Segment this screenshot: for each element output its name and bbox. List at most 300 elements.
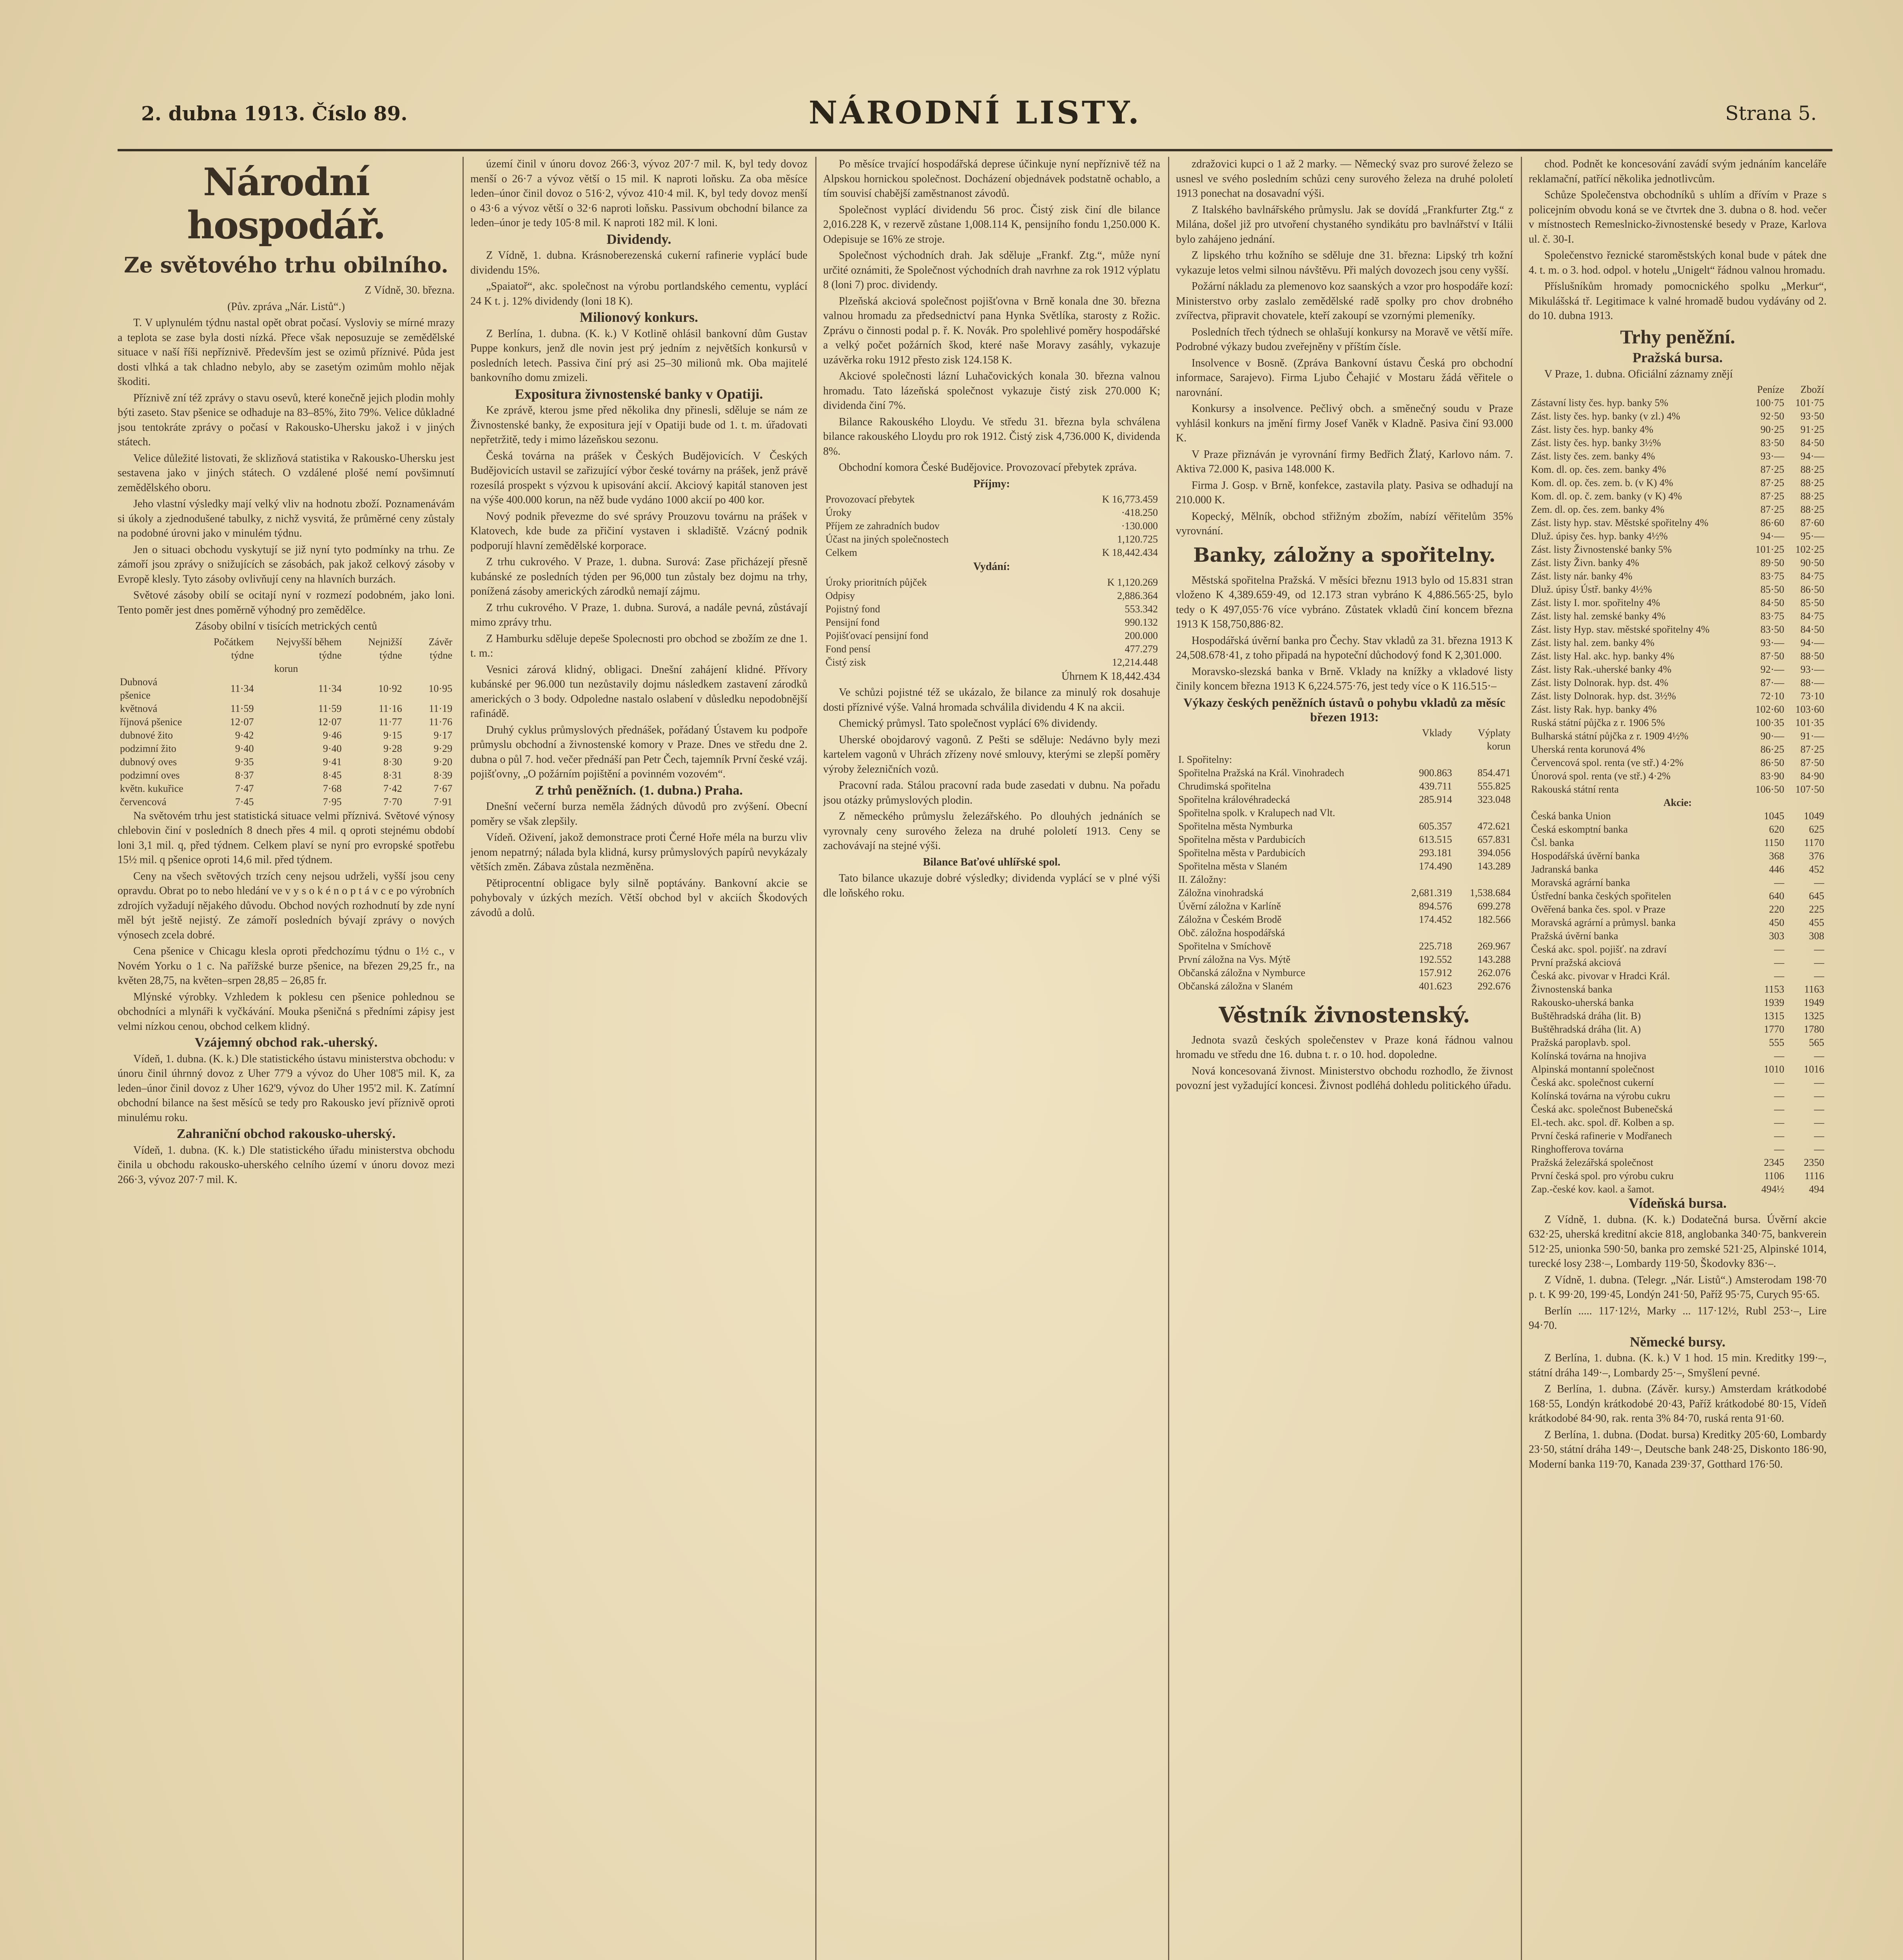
- row-label: První pražská akciová: [1531, 957, 1621, 968]
- paragraph: Z Berlína, 1. dubna. (K. k.) V Kotlině ohlásil bankovní dům Gustav Puppe konkurs, jenž dle novin jest prý jedním z největších konkursů v posledních letech. Passiva činí prý asi 25–30 milionů mk. Oba majitelé bankovního domu zmizeli.: [470, 327, 807, 384]
- table-row: [1529, 463, 1827, 476]
- row-label: Zást. listy Rak. hyp. banky 4%: [1531, 704, 1657, 715]
- table-cell: 85·50: [1800, 597, 1824, 608]
- table-cell: 565: [1809, 1037, 1824, 1048]
- row-label: Ústřední banka českých spořitelen: [1531, 890, 1671, 902]
- table-row: [1529, 623, 1827, 636]
- table-cell: 72·10: [1760, 690, 1785, 702]
- table-cell: 93·50: [1800, 410, 1824, 422]
- table-cell: 101·25: [1755, 544, 1785, 555]
- table-cell: 11·77: [379, 716, 402, 728]
- table-cell: 9·28: [383, 742, 402, 754]
- table-row: [1529, 983, 1827, 996]
- table-row: [1529, 1143, 1827, 1156]
- row-label: květnová: [120, 702, 158, 714]
- row-label: Jadranská banka: [1531, 864, 1598, 875]
- table-cell: 87·50: [1760, 650, 1785, 662]
- table-cell: —: [1814, 1103, 1824, 1115]
- table-cell: 613.515: [1419, 833, 1452, 845]
- table-row: [823, 519, 1160, 533]
- paragraph: „Spaiatoř“, akc. společnost na výrobu portlandského cementu, vyplácí 24 K t. j. 12% dividendy (loni 18 K).: [470, 280, 807, 307]
- table-header-row: [1176, 726, 1513, 740]
- table-cell: 174.452: [1419, 913, 1452, 925]
- table-header-row: [1529, 383, 1827, 396]
- paragraph: Vídeň. Oživení, jakož demonstrace proti Černé Hoře méla na burzu vliv jenom nepatrný; nálada byla klidná, kursy průmyslových papírů nevykázaly větších změn. Zábava zůstala nezměněna.: [470, 831, 807, 873]
- row-label: Bulharská státní půjčka z r. 1909 4½%: [1531, 730, 1689, 742]
- table-row: [1529, 969, 1827, 983]
- table-cell: 7·68: [323, 782, 342, 794]
- paragraph: Ke zprávě, kterou jsme před několika dny přinesli, sděluje se nám ze Živnostenské banky, že expositura její v Opatiji bude od 1. t. m. úřadovati nepřetržitě, tedy i mimo lázeňskou sezonu.: [470, 404, 807, 446]
- row-label: Zást. listy Rak.-uherské banky 4%: [1531, 664, 1672, 675]
- row-label: červencová: [120, 796, 167, 808]
- row-label: Občanská záložna v Nymburce: [1178, 967, 1306, 978]
- row-label: Kom. dl. op. č. zem. banky (v K) 4%: [1531, 490, 1682, 502]
- source-note: (Pův. zpráva „Nár. Listů“.): [227, 300, 345, 313]
- row-label: Česká akc. pivovar v Hradci Král.: [1531, 970, 1670, 982]
- table-cell: —: [1814, 1130, 1824, 1142]
- table-cell: 12,214.448: [1112, 656, 1158, 668]
- table-row: [1529, 556, 1827, 570]
- table-cell: 106·50: [1755, 784, 1785, 795]
- table-row: [1529, 783, 1827, 796]
- subheading: Z trhů peněžních. (1. dubna.) Praha.: [535, 783, 743, 798]
- row-label: Česká akc. společnost Bubenečská: [1531, 1103, 1673, 1115]
- row-label: Záložna vinohradská: [1178, 887, 1264, 898]
- paragraph: Plzeňská akciová společnost pojišťovna v Brně konala dne 30. března valnou hromadu za předsednictví pana Hynka Světlíka, starosty z Rožic. Zprávu o činnosti podal p. ř. K. Novák. Pro spolehlivé poměry hospodářské a velký počet požárních škod, které naše Moravy zasáhly, vykazuje uzávěrka roku 1912 přesto zisk 124.158 K.: [823, 295, 1160, 366]
- column-rule: [1521, 157, 1522, 1960]
- table-cell: 107·50: [1795, 784, 1824, 795]
- paragraph: Nová koncesovaná živnost. Ministerstvo obchodu rozhodlo, že živnost povozní jest vyžadující koncesi. Živnost podléhá dohledu politického úřadu.: [1176, 1065, 1513, 1092]
- table-row: [1176, 940, 1513, 953]
- paragraph: Ve schůzi pojistné též se ukázalo, že bilance za minulý rok dosahuje dosti příznivé výše. Valná hromada schválila dividendu 4 K na akcii.: [823, 686, 1160, 713]
- row-label: Spořitelna spolk. v Kralupech nad Vlt.: [1178, 807, 1335, 818]
- paragraph: Z Hamburku sděluje depeše Spolecnosti pro obchod se zbožím ze dne 1. t. m.:: [470, 632, 807, 659]
- row-label: Zást. listy Dolnorak. hyp. dst. 4%: [1531, 677, 1669, 688]
- table-cell: —: [1814, 877, 1824, 888]
- table-cell: 1939: [1764, 997, 1785, 1008]
- paragraph: Hospodářská úvěrní banka pro Čechy. Stav vkladů za 31. března 1913 K 24,508.678·41, z toho připadá na hypoteční důchodový fond K 2,301.000.: [1176, 634, 1513, 661]
- table-cell: 900.863: [1419, 767, 1452, 779]
- row-label: Únorová spol. renta (ve stř.) 4·2%: [1531, 770, 1671, 782]
- row-label: Zem. dl. op. čes. zem. banky 4%: [1531, 504, 1665, 515]
- table-cell: 1150: [1764, 837, 1785, 848]
- table-cell: 452: [1809, 864, 1824, 875]
- table-row: [1529, 1076, 1827, 1089]
- table-cell: —: [1814, 1143, 1824, 1155]
- table-cell: 555: [1769, 1037, 1785, 1048]
- table-cell: 7·45: [235, 796, 254, 808]
- table-cell: 2350: [1804, 1157, 1824, 1168]
- table-cell: 89·50: [1760, 557, 1785, 568]
- table-row: [823, 603, 1160, 616]
- table-row: [1529, 1063, 1827, 1076]
- paragraph: Požární nákladu za plemenovo koz saanských a vzor pro hospodáře kozí: Ministerstvo orby zaslalo zemědělské radě spolky pro chov drobného zvířectva, připravit chovatele, kteří zakoupí se vzornými plemeníky.: [1176, 280, 1513, 322]
- table-cell: 88·25: [1800, 477, 1824, 488]
- table-cell: 174.490: [1419, 860, 1452, 872]
- table-header: Nejvyšší během týdne: [276, 636, 342, 661]
- row-label: Dluž. úpisy Ústř. banky 4½%: [1531, 584, 1652, 595]
- table-cell: —: [1774, 1130, 1785, 1142]
- table-cell: 93·—: [1760, 637, 1785, 648]
- row-label: Obč. záložna hospodářská: [1178, 927, 1285, 938]
- row-label: Úroky: [825, 507, 852, 518]
- table-row: [1529, 610, 1827, 623]
- table-row: [1529, 396, 1827, 410]
- table-cell: 87·50: [1800, 757, 1824, 768]
- table-header: [1176, 726, 1396, 740]
- paragraph: Mlýnské výrobky. Vzhledem k poklesu cen pšenice pohlednou se obchodníci a mlynáři k vyčkávání. Mouka pšeničná s předními zápisy jest velmi nízkou cenou, obchod celkem klidný.: [118, 991, 455, 1033]
- lloyd-income-table: [823, 493, 1160, 559]
- row-label: Buštěhradská dráha (lit. A): [1531, 1024, 1641, 1035]
- row-label: Občanská záložna v Slaném: [1178, 980, 1293, 992]
- paragraph: Jednota svazů českých společenstev v Praze koná řádnou valnou hromadu ve středu dne 16. dubna t. r. o 10. hod. dopoledne.: [1176, 1034, 1513, 1061]
- table-cell: 88·25: [1800, 504, 1824, 515]
- table-cell: 657.831: [1477, 833, 1511, 845]
- paragraph: Příslušníkům hromady pomocnického spolku „Merkur“, Mikulášská tř. Legitimace k valné hromadě budou vydávány od 2. do 10. dubna 1913.: [1529, 280, 1827, 322]
- table-cell: K 16,773.459: [1102, 494, 1158, 505]
- table-row: [1529, 703, 1827, 716]
- table-cell: 100·75: [1755, 397, 1785, 408]
- table-cell: 84·50: [1760, 597, 1785, 608]
- table-cell: 854.471: [1477, 767, 1511, 779]
- table-header: Počátkem týdne: [213, 636, 254, 661]
- page-number: Strana 5.: [1725, 102, 1817, 125]
- table-row: [1529, 996, 1827, 1009]
- table-cell: 92·50: [1760, 410, 1785, 422]
- table-cell: 494½: [1761, 1183, 1785, 1195]
- row-label: Uherská renta korunová 4%: [1531, 744, 1645, 755]
- table-header: [118, 635, 189, 662]
- table-cell: 640: [1769, 890, 1785, 902]
- total: Úhrnem K 18,442.434: [1061, 670, 1160, 682]
- table-row: [1529, 769, 1827, 783]
- paragraph: Městská spořitelna Pražská. V měsíci březnu 1913 bylo od 15.831 stran vloženo K 4,389.659·49, od 12.173 stran vybráno K 4,886.565·25, bylo tedy o K 497,055·76 více vybráno. Zůstatek vkladů činí koncem března 1913 K 158,750,886·82.: [1176, 574, 1513, 630]
- paragraph: Po měsíce trvající hospodářská deprese účinkuje nyní nepříznivě též na Alpskou hornickou společnost. Docházení objednávek podstatně ochablo, a tím souvisí chabější zaměstnanost závodů.: [823, 158, 1160, 200]
- table-cell: 88·50: [1800, 650, 1824, 662]
- table-row: [1529, 916, 1827, 929]
- paragraph: Jeho vlastní výsledky mají velký vliv na hodnotu zboží. Poznamenávám si úkoly a zjednodušené tabulky, z nichž vysvitá, že průměrné ceny zůstaly na podobné úrovni jako v minulém týdnu.: [118, 498, 455, 539]
- table-cell: 7·42: [383, 782, 402, 794]
- table-cell: [1454, 806, 1513, 820]
- table-cell: 90·—: [1760, 730, 1785, 742]
- table-cell: 157.912: [1419, 967, 1452, 978]
- table-row: [118, 729, 455, 742]
- row-label: Alpinská montanní společnost: [1531, 1063, 1654, 1075]
- table-cell: 86·60: [1760, 517, 1785, 528]
- row-label: Zást. listy nár. banky 4%: [1531, 570, 1633, 582]
- table-cell: —: [1814, 970, 1824, 982]
- row-label: Živnostenská banka: [1531, 984, 1613, 995]
- table-row: [118, 795, 455, 809]
- table-cell: 11·34: [318, 682, 342, 694]
- table-cell: 87·25: [1800, 744, 1824, 755]
- paragraph: Vídeň, 1. dubna. (K. k.) Dle statistického úřadu ministerstva obchodu činila u obchodu rakousko-uherského celního území v únoru dovoz mezi 266·3, vývoz 207·7 mil. K.: [118, 1144, 455, 1186]
- table-cell: 9·20: [434, 756, 452, 768]
- paragraph: Moravsko-slezská banka v Brně. Vklady na knížky a vkladové listy činily koncem března 1913 K 6,224.575·76, jest tedy více o K 116.515·–: [1176, 665, 1513, 692]
- table-cell: 85·50: [1760, 584, 1785, 595]
- table-cell: 225.718: [1419, 940, 1452, 952]
- table-header: Výplaty: [1478, 727, 1511, 739]
- table-cell: 8·45: [323, 769, 342, 781]
- row-label: Ruská státní půjčka z r. 1906 5%: [1531, 717, 1665, 728]
- paragraph: Příznivě zní též zprávy o stavu osevů, které konečně jejich plodin mohly býti zaseto. Stav pšenice se odhaduje na 83–85%, žito 79%. Velice důkladné jsou tentokráte zprávy o počasí v Rakousko-Uhersku jakož i v jiných státech.: [118, 392, 455, 448]
- table-cell: 103·60: [1795, 704, 1824, 715]
- table-row: [1176, 846, 1513, 860]
- paragraph: Z Berlína, 1. dubna. (K. k.) V 1 hod. 15 min. Kreditky 199·–, státní dráha 149·–, Lombardy 25·–, Smyšlení pevné.: [1529, 1352, 1827, 1379]
- table-row: [1529, 410, 1827, 423]
- table-cell: 90·25: [1760, 424, 1785, 435]
- table-cell: 494: [1809, 1183, 1824, 1195]
- table-cell: 2,681.319: [1411, 887, 1452, 898]
- table-cell: 92·—: [1760, 664, 1785, 675]
- table-row: [1176, 966, 1513, 980]
- table-cell: 262.076: [1477, 967, 1511, 978]
- table-cell: 9·29: [434, 742, 452, 754]
- table-row: [823, 576, 1160, 589]
- paragraph: Cena pšenice v Chicagu klesla oproti předchozímu týdnu o 1½ c., v Novém Yorku o 1 c. Na pařížské burze pšenice, na březen 29,25 fr., na květen 28,75, na květen–srpen 28,85 – 26,85 fr.: [118, 945, 455, 987]
- table-row: [1529, 450, 1827, 463]
- table-group-label: Akcie:: [1663, 797, 1692, 808]
- table-cell: 83·75: [1760, 610, 1785, 622]
- paragraph: území činil v únoru dovoz 266·3, vývoz 207·7 mil. K, byl tedy dovoz menší o 26·7 a vývoz větší o 15 mil. K naproti loňsku. Za oba měsíce leden–únor činil dovoz o 516·2, vývoz 410·4 mil. K, byl tedy dovoz menší o 43·6 a vývoz větší o 32·6 naproti loňsku. Passivum obchodní bilance za leden–únor je tedy 105·8 mil. K naproti 182 mil. K loni.: [470, 158, 807, 229]
- table-row: [1529, 1103, 1827, 1116]
- row-label: podzimní žito: [120, 742, 176, 754]
- table-unit: korun: [274, 662, 298, 674]
- table-row: [1176, 980, 1513, 993]
- row-label: Pražská železářská společnost: [1531, 1157, 1653, 1168]
- table-cell: 93·—: [1760, 450, 1785, 462]
- paragraph: Česká továrna na prášek v Českých Budějovicích. V Českých Budějovicích ustavil se zařizující výbor české továrny na prášek, jenž právě rozesílá prospekt s výzvou k upisování akcií. Akciový kapitál stanoven jest na výše 400.000 korun, na něž bude vydáno 1000 akcií po 400 kor.: [470, 450, 807, 506]
- column-rule: [815, 157, 816, 1960]
- table-cell: 446: [1769, 864, 1785, 875]
- table-cell: ·418.250: [1121, 507, 1158, 518]
- table-cell: 90·50: [1800, 557, 1824, 568]
- table-cell: —: [1814, 1090, 1824, 1102]
- table-cell: 102·60: [1755, 704, 1785, 715]
- table-row: [1529, 809, 1827, 823]
- row-label: Odpisy: [825, 590, 855, 601]
- table-cell: 477.279: [1125, 643, 1158, 655]
- table-group-row: [1176, 753, 1513, 766]
- row-label: Kolínská továrna na výrobu cukru: [1531, 1090, 1671, 1102]
- lloyd-expense-table: [823, 576, 1160, 669]
- row-label: Úvěrní záložna v Karlíně: [1178, 900, 1281, 912]
- paragraph: Obchodní komora České Budějovice. Provozovací přebytek zpráva.: [839, 461, 1137, 474]
- table-row: [118, 755, 455, 769]
- table-header: Nejnižší týdne: [368, 636, 402, 661]
- table-cell: 9·42: [235, 729, 254, 741]
- row-label: Zást. listy hyp. stav. Městské spořitelny 4%: [1531, 517, 1709, 528]
- paragraph: Z německého průmyslu železářského. Po dlouhých jednáních se vyrovnaly ceny surového železa na druhé pololetí 1913. Ceny se zachovávají na stejné výši.: [823, 810, 1160, 852]
- grain-price-table: [118, 635, 455, 809]
- row-label: Chrudimská spořitelna: [1178, 780, 1271, 792]
- table-cell: K 18,442.434: [1102, 547, 1158, 558]
- table-cell: 220: [1769, 904, 1785, 915]
- table-row: [1176, 820, 1513, 833]
- paragraph: Chemický průmysl. Tato společnost vyplácí 6% dividendy.: [839, 717, 1098, 730]
- table-cell: 1170: [1804, 837, 1824, 848]
- table-row: [1529, 503, 1827, 516]
- table-row: [1529, 1089, 1827, 1103]
- row-label: Česká eskomptní banka: [1531, 824, 1628, 835]
- row-label: Zást. listy čes. hyp. banky 4%: [1531, 424, 1653, 435]
- paragraph: V Praze, 1. dubna. Oficiální záznamy znějí: [1544, 368, 1733, 380]
- row-label: Dluž. úpisy čes. hyp. banky 4½%: [1531, 530, 1668, 542]
- table-group-label: II. Záložny:: [1178, 873, 1226, 885]
- table-cell: 1949: [1804, 997, 1824, 1008]
- table-cell: 83·50: [1760, 437, 1785, 448]
- table-cell: 394.056: [1477, 847, 1511, 858]
- table-row: [1529, 636, 1827, 650]
- table-cell: —: [1774, 1103, 1785, 1115]
- paragraph: Jen o situaci obchodu vyskytují se již nyní tyto podmínky na trhu. Ze zámoří jsou zprávy o snižujících se zásobách, pak jakož celkový zásoby v Evropě klesly. Tyto zásoby ovlivňují ceny na hlavních burzách.: [118, 543, 455, 585]
- paragraph: Firma J. Gosp. v Brně, konfekce, zastavila platy. Pasiva se odhadují na 210.000 K.: [1176, 479, 1513, 506]
- table-cell: 401.623: [1419, 980, 1452, 992]
- table-row: [1529, 929, 1827, 943]
- paragraph: Dnešní večerní burza neměla žádných důvodů pro zvýšení. Obecní poměry se však zlepšily.: [470, 800, 807, 828]
- column-2: [470, 157, 807, 1960]
- table-cell: 7·67: [434, 782, 452, 794]
- table-cell: 11·16: [379, 702, 402, 714]
- table-row: [1529, 596, 1827, 610]
- row-label: První česká spol. pro výrobu cukru: [1531, 1170, 1674, 1181]
- table-caption: Zásoby obilní v tisících metrických centů: [195, 620, 377, 632]
- table-cell: 225: [1809, 904, 1824, 915]
- table-cell: 553.342: [1125, 603, 1158, 615]
- table-cell: 182.566: [1477, 913, 1511, 925]
- table-row: [823, 656, 1160, 669]
- table-row: [1529, 1023, 1827, 1036]
- row-label: První česká rafinerie v Modřanech: [1531, 1130, 1672, 1142]
- row-label: Zást. listy hal. zemské banky 4%: [1531, 610, 1665, 622]
- table-cell: 620: [1769, 824, 1785, 835]
- table-cell: 9·15: [383, 729, 402, 741]
- table-row: [1529, 583, 1827, 596]
- table-cell: 84·75: [1800, 570, 1824, 582]
- row-label: Účast na jiných společnostech: [825, 534, 949, 545]
- row-label: Zást. listy čes. hyp. banky 3½%: [1531, 437, 1661, 448]
- table-cell: 455: [1809, 917, 1824, 928]
- table-cell: —: [1814, 957, 1824, 968]
- row-label: Spořitelna města Nymburka: [1178, 820, 1293, 832]
- column-3: [823, 157, 1160, 1960]
- paragraph: Ceny na všech světových trzích ceny nejsou udrželi, vyšší jsou ceny opravdu. Obrat po to nebo hledání ve v y s o k é n o p t á v c e po výrobních zdrojích vyžadují nějakého důvodu. Obchod nových rozhodnutí by zde nyní měl být ještě nejistý. Ze zámoří posledních bývají zprávy o nových výnosech zcela dobré.: [118, 870, 455, 941]
- paragraph: Druhý cyklus průmyslových přednášek, pořádaný Ústavem ku podpoře průmyslu obchodní a živnostenské komory v Praze. Dnes ve středu dne 2. dubna o půl 7. hod. večer přednáší pan Petr Čech, tajemník První české vzáj. pojišťovny, „O požárním pojištění a povinném vozovém“.: [470, 724, 807, 780]
- table-cell: 84·50: [1800, 624, 1824, 635]
- paragraph: Konkursy a insolvence. Pečlivý obch. a směnečný soudu v Praze vyhlásil konkurs na jmění firmy Josef Vaněk v Kladně. Pasiva činí 93.000 K.: [1176, 403, 1513, 444]
- table-row: [1529, 1169, 1827, 1183]
- table-cell: 1325: [1804, 1010, 1824, 1022]
- table-row: [823, 629, 1160, 642]
- paragraph: Z Vídně, 1. dubna. Krásnoberezenská cukerní rafinerie vyplácí bude dividendu 15%.: [470, 249, 807, 276]
- table-row: [1529, 743, 1827, 756]
- table-cell: 308: [1809, 930, 1824, 942]
- column-rule: [463, 157, 464, 1960]
- paragraph: Na světovém trhu jest statistická situace velmi příznivá. Světové výnosy chlebovin činí v posledních 8 dnech přes 4 mil. q oproti stejnému období loni 3,1 mil. q, před týdnem. Celkem plaví se nyní pro evropské spotřebu 15½ mil. q pšenice oproti 14,6 mil. před týdnem.: [118, 809, 455, 866]
- row-label: Česká akc. společnost cukerní: [1531, 1077, 1654, 1088]
- table-cell: 1010: [1764, 1063, 1785, 1075]
- row-label: Moravská agrární a průmysl. banka: [1531, 917, 1676, 928]
- table-header: Zboží: [1800, 384, 1824, 395]
- row-label: Spořitelna královéhradecká: [1178, 793, 1290, 805]
- paragraph: Pracovní rada. Stálou pracovní rada bude zasedati v dubnu. Na pořadu jsou otázky průmyslových plodin.: [823, 779, 1160, 806]
- table-cell: 8·39: [434, 769, 452, 781]
- row-label: Kolínská továrna na hnojiva: [1531, 1050, 1646, 1062]
- paragraph: chod. Podnět ke koncesování zavádí svým jednáním kanceláře reklamační, patřící několika jednotlivcům.: [1529, 158, 1827, 185]
- table-cell: 95·—: [1800, 530, 1824, 542]
- savings-table: [1176, 726, 1513, 993]
- table-row: [1529, 516, 1827, 530]
- table-cell: 645: [1809, 890, 1824, 902]
- paragraph: Akciové společnosti lázní Luhačovických konala 30. března valnou hromadu. Tato lázeňská společnost vykazuje čistý zisk 270.000 K; dividenda činí 7%.: [823, 370, 1160, 412]
- subheading: Výkazy českých peněžních ústavů o pohybu vkladů za měsíc březen 1913:: [1183, 695, 1506, 724]
- table-cell: 11·59: [230, 702, 254, 714]
- row-label: Zást. listy Dolnorak. hyp. dst. 3½%: [1531, 690, 1676, 702]
- table-row: [1176, 926, 1513, 940]
- row-label: Zap.-české kov. kaol. a šamot.: [1531, 1183, 1654, 1195]
- paragraph: Z trhu cukrového. V Praze, 1. dubna. Surová, a nadále pevná, zůstávají mimo zprávy trhu.: [470, 601, 807, 628]
- table-row: [823, 506, 1160, 519]
- table-cell: 86·50: [1760, 757, 1785, 768]
- table-cell: 11·59: [318, 702, 342, 714]
- table-cell: —: [1774, 970, 1785, 982]
- table-row: [1529, 1156, 1827, 1169]
- table-cell: 699.278: [1477, 900, 1511, 912]
- row-label: Pražská paroplavb. spol.: [1531, 1037, 1631, 1048]
- table-cell: 450: [1769, 917, 1785, 928]
- table-cell: [1454, 926, 1513, 940]
- table-row: [1176, 793, 1513, 806]
- paragraph: Kopecký, Mělník, obchod střižným zbožím, nabízí věřitelům 35% vyrovnání.: [1176, 510, 1513, 537]
- table-cell: 472.621: [1477, 820, 1511, 832]
- table-cell: 9·40: [323, 742, 342, 754]
- table-subheader-row: [118, 662, 455, 675]
- row-label: podzimní oves: [120, 769, 180, 781]
- table-row: [118, 715, 455, 729]
- table-cell: —: [1814, 1077, 1824, 1088]
- paragraph: Z lipského trhu kožního se sděluje dne 31. března: Lipský trh kožní vykazuje letos velmi silnou návštěvu. Při malých dovozech jsou ceny vyšší.: [1176, 249, 1513, 276]
- table-cell: 12·07: [317, 716, 342, 728]
- table-cell: 88·25: [1800, 490, 1824, 502]
- table-row: [1529, 663, 1827, 676]
- table-row: [118, 769, 455, 782]
- row-label: Pražská úvěrní banka: [1531, 930, 1618, 942]
- table-row: [1176, 780, 1513, 793]
- table-cell: 84·90: [1800, 770, 1824, 782]
- row-label: Příjem ze zahradních budov: [825, 520, 940, 532]
- table-row: [1529, 650, 1827, 663]
- prague-bourse-table: [1529, 383, 1827, 1196]
- table-cell: 555.825: [1477, 780, 1511, 792]
- page-header: [118, 90, 1832, 151]
- paragraph: Společenstvo řeznické staroměstských konal bude v pátek dne 4. t. m. o 3. hod. odpol. v hotelu „Unigelt“ řádnou valnou hromadu.: [1529, 249, 1827, 276]
- table-unit: korun: [1487, 740, 1511, 752]
- paragraph: T. V uplynulém týdnu nastal opět obrat počasí. Vysloviy se mírné mrazy a teplota se zase byla dosti nízká. Přece však neposuzuje se zemědělské situace v naší říši nepříznivě. Především jest se ozimů příznivé. Půda jest dosti vlhká a tak chladno nebylo, aby se zasetým ozimům mohlo nějak škoditi.: [118, 317, 455, 388]
- row-label: Pojišťovací pensijní fond: [825, 630, 929, 641]
- table-cell: 11·76: [429, 716, 452, 728]
- table-cell: —: [1774, 957, 1785, 968]
- table-cell: 9·41: [323, 756, 342, 768]
- subheading: Příjmy:: [973, 477, 1010, 490]
- table-header: Vklady: [1422, 727, 1452, 739]
- subheading: Vzájemný obchod rak.-uherský.: [194, 1035, 378, 1050]
- table-cell: 7·95: [323, 796, 342, 808]
- table-cell: 86·25: [1760, 744, 1785, 755]
- row-label: Spořitelna v Smíchově: [1178, 940, 1271, 952]
- subheading: Milionový konkurs.: [579, 309, 698, 325]
- table-row: [1529, 1009, 1827, 1023]
- subheading: Vydání:: [973, 561, 1010, 573]
